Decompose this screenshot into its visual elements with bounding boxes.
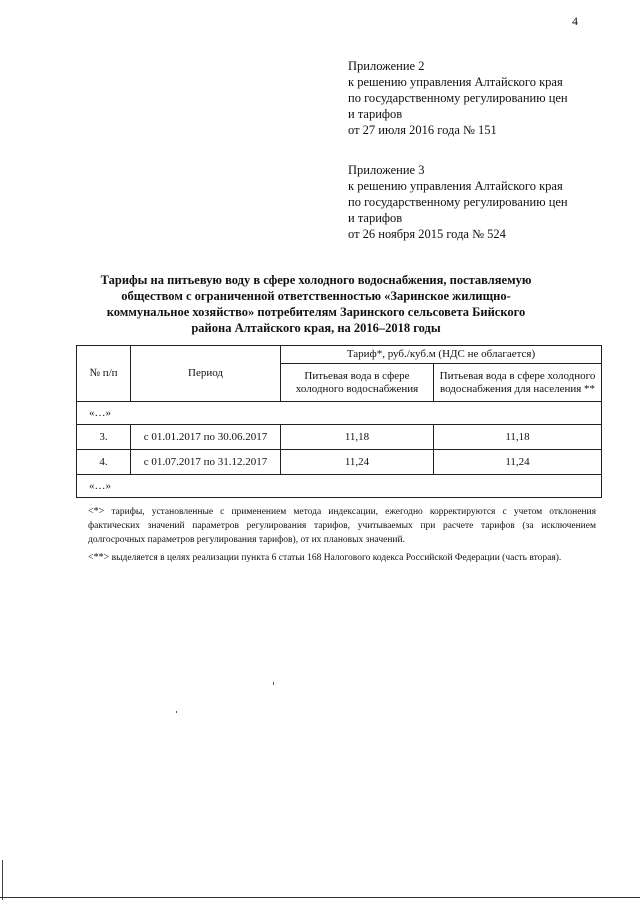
appendix-line: от 26 ноября 2015 года № 524 — [348, 227, 506, 241]
footnotes — [88, 505, 596, 569]
footnote-text: тарифы, установленные с применением метода индексации, ежегодно корректируются с учетом отклонения фактических значений параметров регулирования тарифов, учитываемых при расчете тарифов (за исключением долгосрочных параметров регулирования тарифов), от их плановых значений. — [88, 507, 596, 545]
appendix-3-header — [348, 162, 568, 242]
scan-speck — [273, 682, 274, 685]
header-num: № п/п — [77, 346, 131, 402]
row-value-2: 11,24 — [434, 450, 602, 475]
appendix-line: от 27 июля 2016 года № 151 — [348, 123, 497, 137]
scan-edge-line — [2, 860, 3, 900]
row-period: с 01.01.2017 по 30.06.2017 — [131, 425, 281, 450]
row-value-1: 11,24 — [281, 450, 434, 475]
ellipsis-row: «…» — [77, 475, 602, 498]
appendix-line: и тарифов — [348, 211, 403, 225]
appendix-line: по государственному регулированию цен — [348, 91, 568, 105]
row-value-1: 11,18 — [281, 425, 434, 450]
document-title: Тарифы на питьевую воду в сфере холодного водоснабжения, поставляемую обществом с ограниченной ответственностью «Заринское жилищно-коммунальное хозяйство» потребителям Заринского сельсовета Бийского района Алтайского края, на 2016–2018 годы — [100, 273, 532, 335]
appendix-line: Приложение 2 — [348, 59, 425, 73]
appendix-line: Приложение 3 — [348, 163, 425, 177]
footnote-text: выделяется в целях реализации пункта 6 статьи 168 Налогового кодекса Российской Федерации (часть вторая). — [109, 553, 562, 563]
ellipsis-row: «…» — [77, 402, 602, 425]
page-number: 4 — [572, 14, 578, 28]
header-col-1: Питьевая вода в сфере холодного водоснабжения — [281, 364, 434, 402]
appendix-line: и тарифов — [348, 107, 403, 121]
table-row — [77, 425, 602, 450]
appendix-line: к решению управления Алтайского края — [348, 75, 563, 89]
row-num: 3. — [77, 425, 131, 450]
appendix-line: по государственному регулированию цен — [348, 195, 568, 209]
header-period: Период — [131, 346, 281, 402]
appendix-line: к решению управления Алтайского края — [348, 179, 563, 193]
footnote — [88, 551, 596, 565]
scan-speck — [176, 711, 177, 713]
header-tariff: Тариф*, руб./куб.м (НДС не облагается) — [281, 346, 602, 364]
table-row — [77, 450, 602, 475]
header-col-2: Питьевая вода в сфере холодного водоснабжения для населения ** — [434, 364, 602, 402]
footnote-mark: <**> — [88, 552, 110, 563]
footnote — [88, 505, 596, 547]
scan-edge-line — [0, 897, 640, 898]
row-value-2: 11,18 — [434, 425, 602, 450]
tariff-table — [76, 345, 602, 498]
row-period: с 01.07.2017 по 31.12.2017 — [131, 450, 281, 475]
appendix-2-header — [348, 58, 568, 138]
footnote-mark: <*> — [88, 506, 105, 517]
row-num: 4. — [77, 450, 131, 475]
